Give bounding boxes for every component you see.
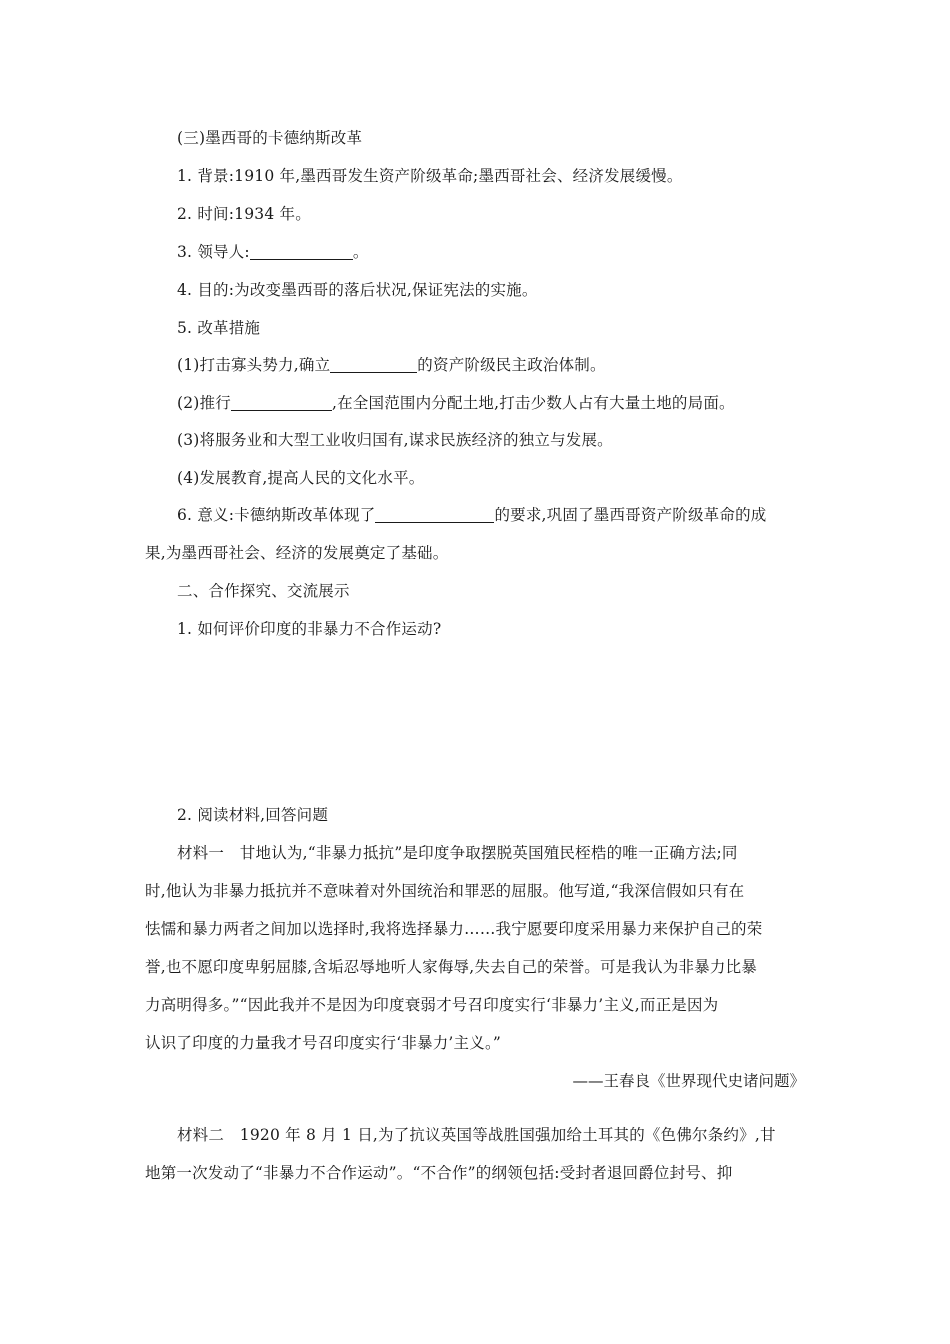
part2-title: 二、合作探究、交流展示 — [177, 582, 350, 600]
material2-line: 材料二 1920 年 8 月 1 日,为了抗议英国等战胜国强加给土耳其的《色佛尔条约》,甘 — [177, 1126, 776, 1144]
leader-item: 3. 领导人: 。 — [177, 243, 369, 261]
question-2: 2. 阅读材料,回答问题 — [177, 806, 329, 824]
material1-line: 怯懦和暴力两者之间加以选择时,我将选择暴力……我宁愿要印度采用暴力来保护自己的荣 — [145, 920, 763, 938]
measure-1: (1)打击寡头势力,确立 的资产阶级民主政治体制。 — [177, 356, 606, 374]
measure-3: (3)将服务业和大型工业收归国有,谋求民族经济的独立与发展。 — [177, 431, 613, 449]
material2-line: 地第一次发动了“非暴力不合作运动”。“不合作”的纲领包括:受封者退回爵位封号、抑 — [145, 1164, 733, 1182]
background-item: 1. 背景:1910 年,墨西哥发生资产阶级革命;墨西哥社会、经济发展缓慢。 — [177, 167, 683, 185]
material1-line: 材料一 甘地认为,“非暴力抵抗”是印度争取摆脱英国殖民桎梏的唯一正确方法;同 — [177, 844, 738, 862]
material1-source: ——王春良《世界现代史诸问题》 — [572, 1072, 805, 1090]
measure-4: (4)发展教育,提高人民的文化水平。 — [177, 469, 425, 487]
question-1: 1. 如何评价印度的非暴力不合作运动? — [177, 620, 442, 638]
material1-line: 时,他认为非暴力抵抗并不意味着对外国统治和罪恶的屈服。他写道,“我深信假如只有在 — [145, 882, 745, 900]
material1-line: 认识了印度的力量我才号召印度实行‘非暴力’主义。” — [145, 1034, 502, 1052]
measure-1-blank[interactable] — [330, 356, 417, 373]
time-item: 2. 时间:1934 年。 — [177, 205, 311, 223]
significance-blank[interactable] — [375, 506, 494, 523]
material1-line: 誉,也不愿印度卑躬屈膝,含垢忍辱地听人家侮辱,失去自己的荣誉。可是我认为非暴力比暴 — [145, 958, 757, 976]
purpose-item: 4. 目的:为改变墨西哥的落后状况,保证宪法的实施。 — [177, 281, 538, 299]
measure-2: (2)推行 ,在全国范围内分配土地,打击少数人占有大量土地的局面。 — [177, 394, 735, 412]
measure-2-blank[interactable] — [231, 394, 332, 411]
section-title: (三)墨西哥的卡德纳斯改革 — [177, 129, 363, 147]
material1-line: 力高明得多。”“因此我并不是因为印度衰弱才号召印度实行‘非暴力’主义,而正是因为 — [145, 996, 719, 1014]
measures-heading: 5. 改革措施 — [177, 319, 261, 337]
significance-item: 6. 意义:卡德纳斯改革体现了 的要求,巩固了墨西哥资产阶级革命的成 — [177, 506, 767, 524]
leader-blank[interactable] — [250, 243, 353, 260]
significance-cont: 果,为墨西哥社会、经济的发展奠定了基础。 — [145, 544, 449, 562]
